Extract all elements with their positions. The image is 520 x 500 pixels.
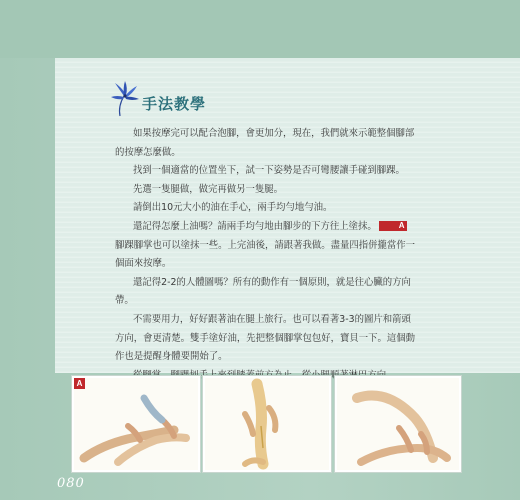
paragraph: 找到一個適當的位置坐下，試一下姿勢是否可彎腰讓手碰到腳踝。 [133,165,405,177]
section-title: 手法教學 [142,95,207,113]
leg-massage-sketch-b [205,378,329,470]
leg-massage-sketch-c [337,378,459,470]
photo-marker-a: A [379,221,407,231]
leg-massage-sketch-a [74,378,198,470]
paragraph: 如果按摩完可以配合泡腳，會更加分，現在，我們就來示範整個腳部的按摩怎麼做。 [115,128,415,158]
page-number: 080 [57,476,85,491]
illustration-b [203,376,331,472]
paragraph: 不需要用力，好好跟著油在腿上旅行。也可以看著3-3的圖片和箭頭方向，會更清楚。雙手塗好油，先把整個腳掌包包好，寶貝一下。這個動作也是提醒身體要開始了。 [115,313,416,363]
body-text [115,125,417,385]
illustration-label-a: A [74,378,85,389]
paragraph-text-after: 腳踝腳掌也可以塗抹一些。上完油後，請跟著我做。盡量四指併攏當作一個面來按摩。 [115,239,416,270]
paragraph-with-marker [115,218,417,274]
paragraph: 請倒出10元大小的油在手心，兩手均勻地勻油。 [133,202,333,214]
section-header [108,80,308,120]
top-band [0,0,520,58]
illustration-c [335,376,461,472]
paragraph: 先選一隻腿做，做完再做另一隻腿。 [133,183,284,195]
blue-flower-icon [108,80,142,120]
paragraph-text-before: 還記得怎麼上油嗎？請兩手均勻地由腳步的下方往上塗抹。 [133,220,377,232]
illustration-a [72,376,200,472]
paragraph: 還記得2-2的人體圖嗎？所有的動作有一個原則，就是往心臟的方向帶。 [115,276,411,307]
